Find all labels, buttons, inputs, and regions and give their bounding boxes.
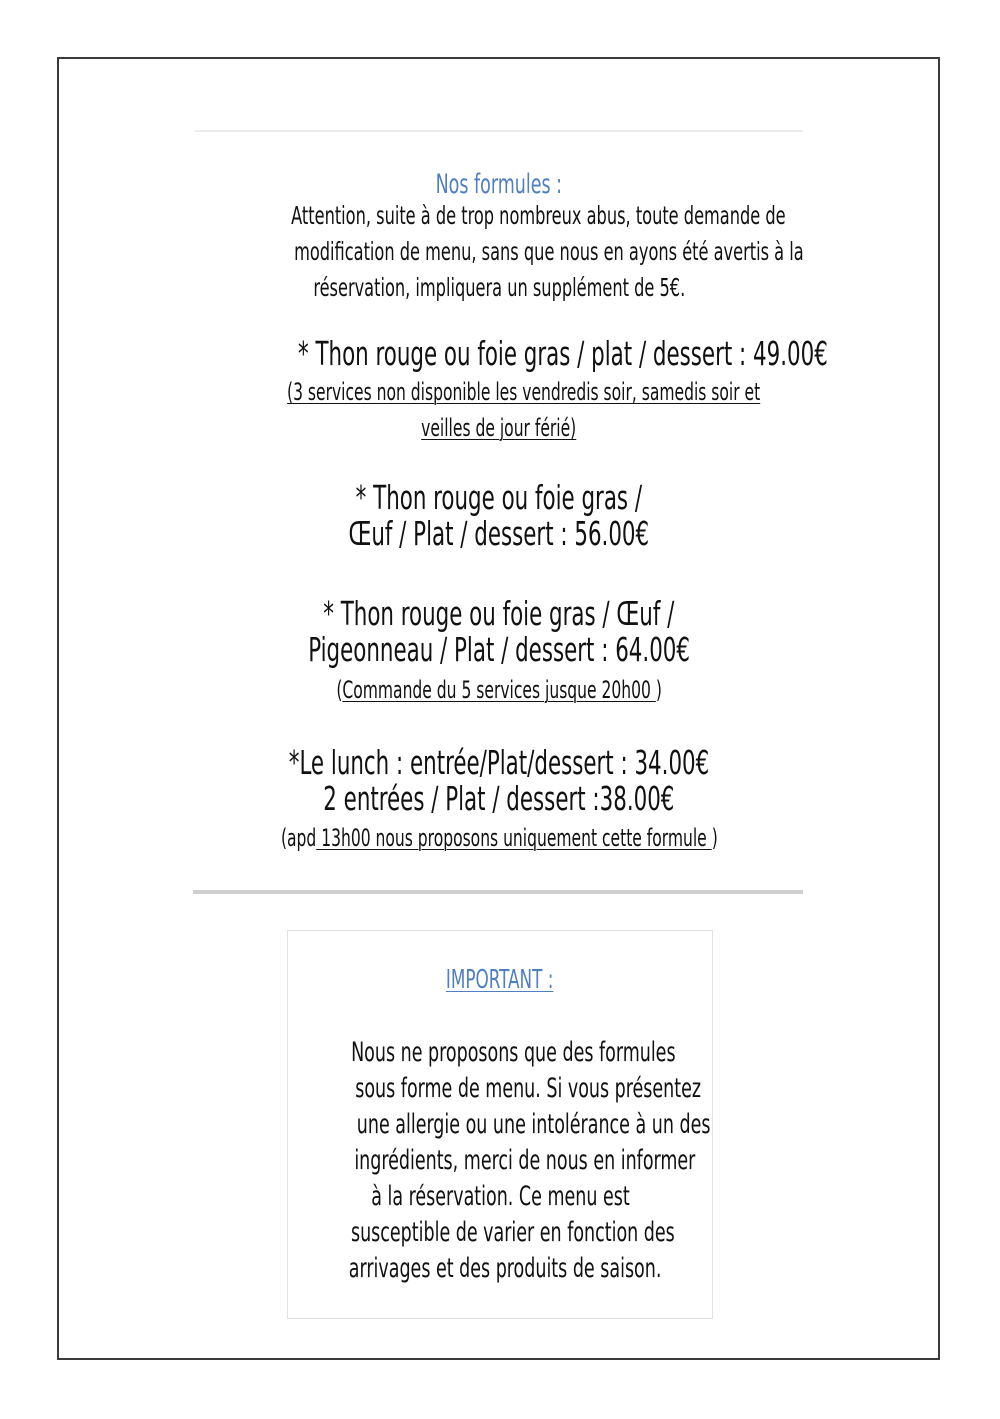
warning-line: réservation, impliquera un supplément de 5€.: [313, 273, 685, 302]
formula-lunch-note: (apd 13h00 nous proposons uniquement cette formule ): [280, 824, 718, 852]
important-box: [287, 930, 713, 1319]
important-title: IMPORTANT :: [446, 965, 554, 995]
formula-3: * Thon rouge ou foie gras / Œuf / Pigeonneau / Plat / dessert : 64.00€: [308, 594, 690, 669]
formula-3-note: (Commande du 5 services jusque 20h00 ): [336, 676, 662, 704]
top-divider: [195, 130, 803, 132]
section-title: Nos formules :: [435, 169, 563, 200]
warning-notice: [195, 200, 803, 308]
formula-lunch: *Le lunch : entrée/Plat/dessert : 34.00€ 2 entrées / Plat / dessert :38.00€: [288, 743, 710, 818]
warning-line: modification de menu, sans que nous en ayons été avertis à la: [294, 237, 804, 266]
warning-line: Attention, suite à de trop nombreux abus, toute demande de: [291, 201, 786, 230]
section-divider: [193, 890, 803, 894]
important-body: Nous ne proposons que des formules sous forme de menu. Si vous présentez une allergie ou une intolérance à un des ingrédients, merci de nous en informer à la réservation. Ce menu est susceptible de varier en fonction des arrivages et des produits de saison.: [348, 1037, 711, 1284]
formula-2: * Thon rouge ou foie gras / Œuf / Plat / dessert : 56.00€: [348, 478, 650, 553]
formula-1: * Thon rouge ou foie gras / plat / dessert : 49.00€: [298, 334, 828, 373]
formula-1-note: (3 services non disponible les vendredis soir, samedis soir et veilles de jour férié): [287, 378, 761, 442]
